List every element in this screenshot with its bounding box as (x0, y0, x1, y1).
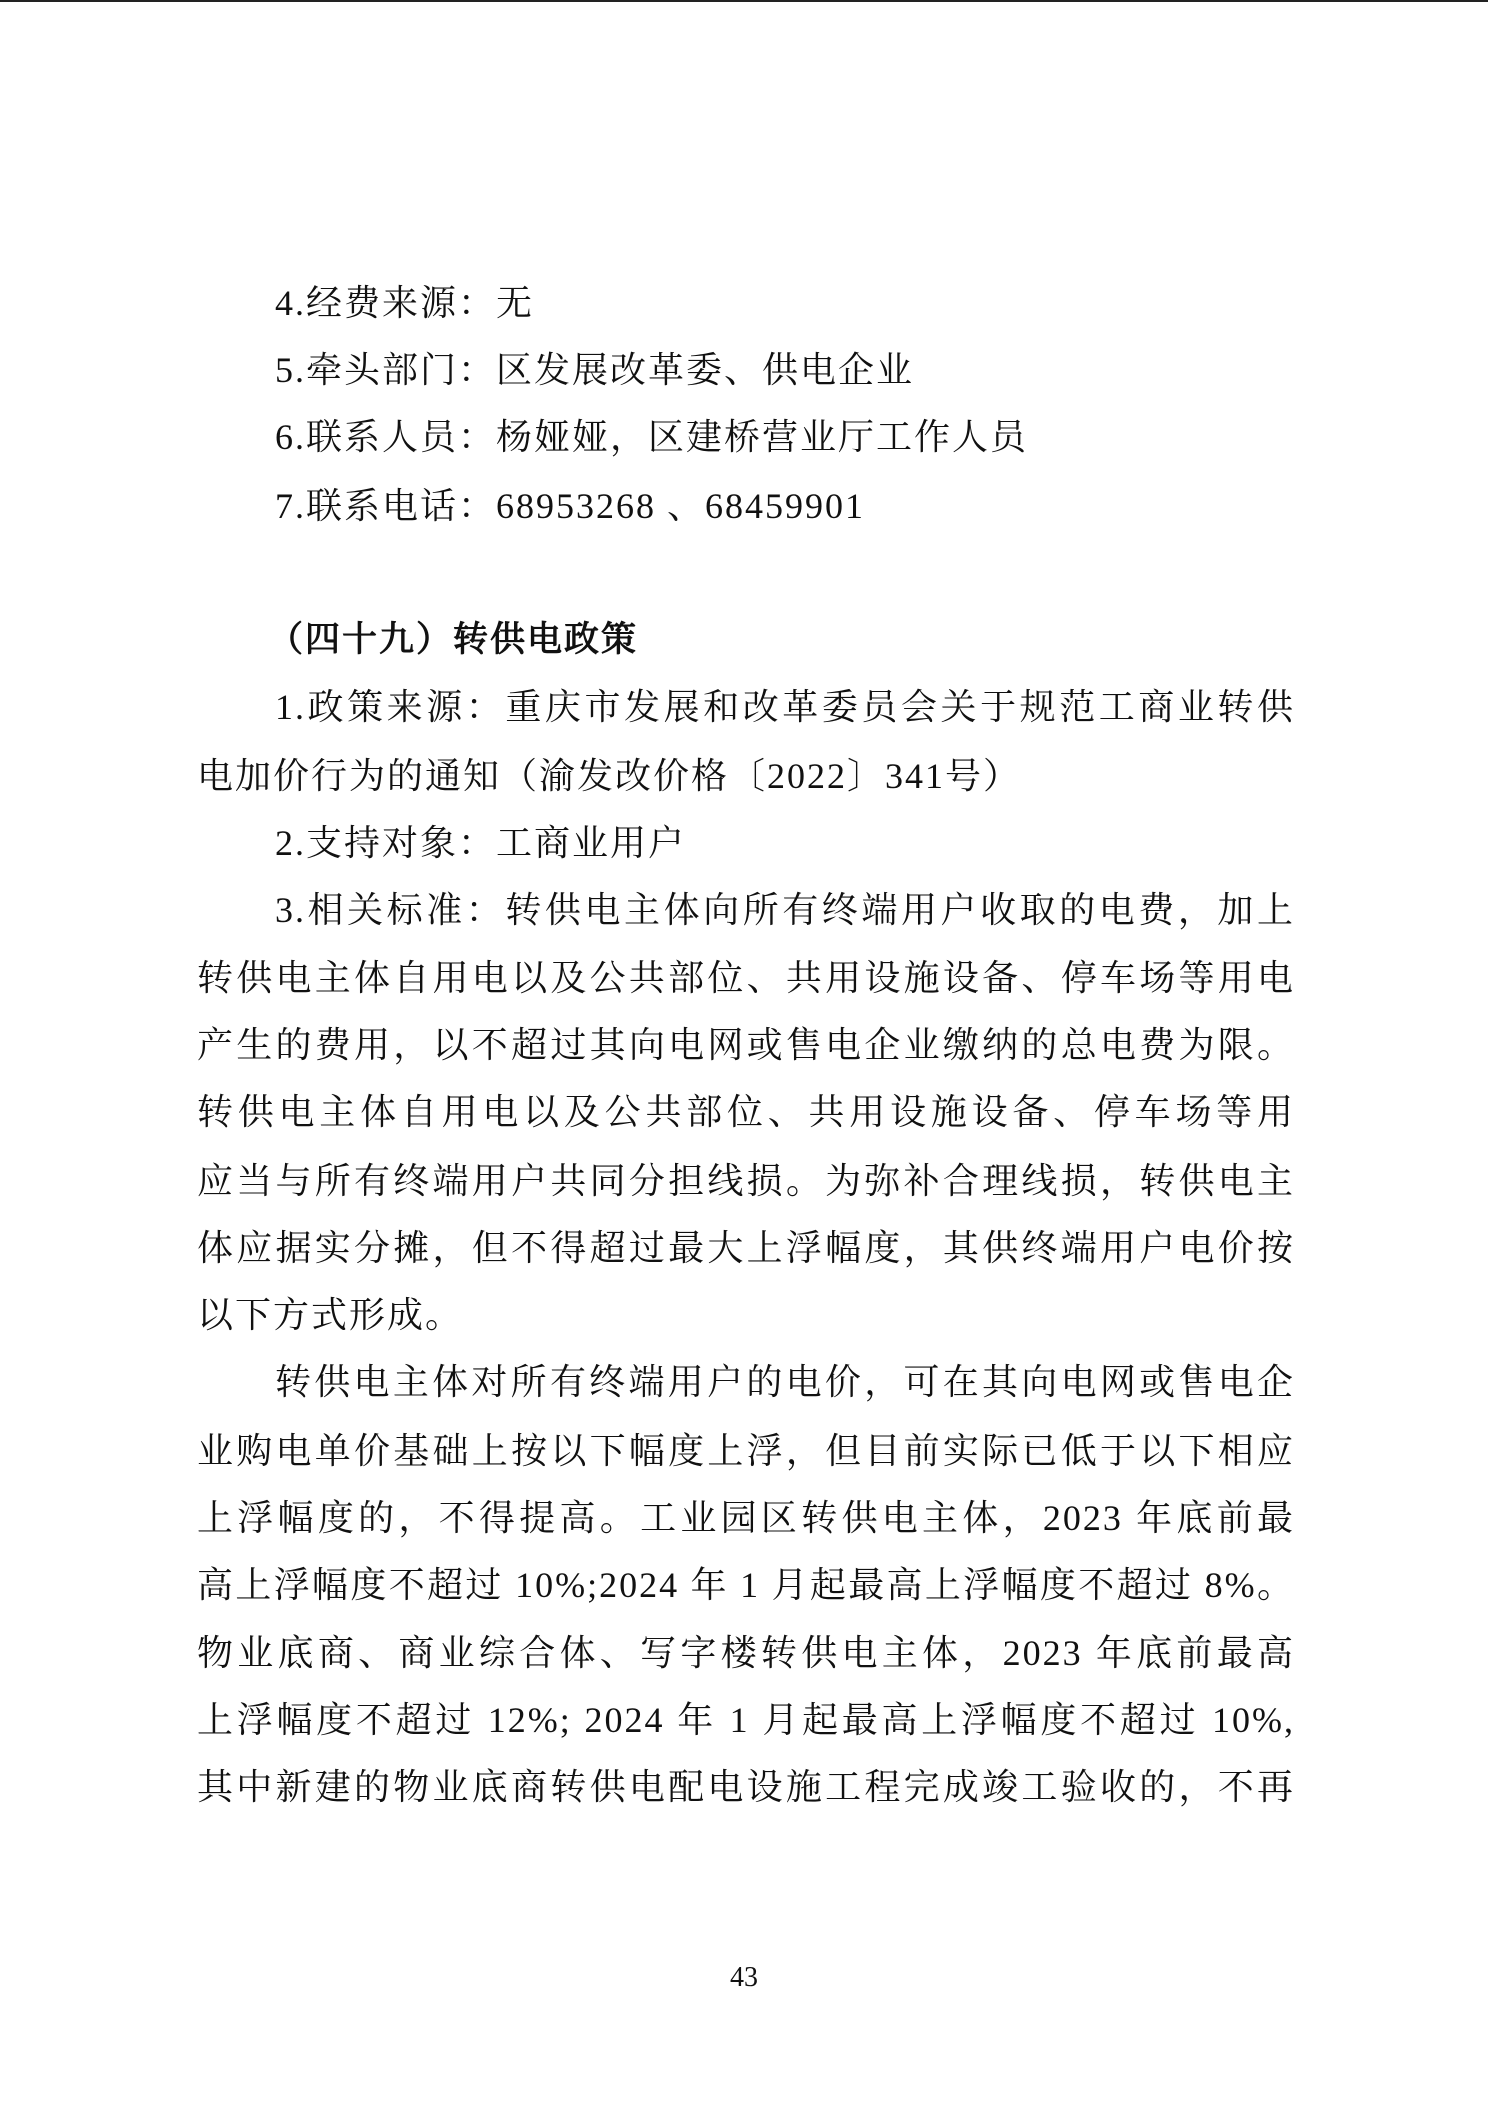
body-line: 上浮幅度不超过 12%; 2024 年 1 月起最高上浮幅度不超过 10%, (197, 1700, 1295, 1740)
body-line: 转供电主体对所有终端用户的电价，可在其向电网或售电企 (275, 1362, 1295, 1402)
page-number: 43 (730, 1962, 758, 1993)
body-line: 以下方式形成。 (197, 1295, 464, 1335)
body-line: 转供电主体自用电以及公共部位、共用设施设备、停车场等用 (197, 1092, 1295, 1132)
body-line: 电加价行为的通知（渝发改价格〔2022〕341号） (197, 756, 1022, 796)
page-top-border (0, 0, 1488, 2)
body-line: 应当与所有终端用户共同分担线损。为弥补合理线损，转供电主 (197, 1161, 1295, 1201)
body-line: 高上浮幅度不超过 10%;2024 年 1 月起最高上浮幅度不超过 8%。 (197, 1565, 1295, 1605)
body-line: 2.支持对象：工商业用户 (275, 823, 687, 863)
body-line: 业购电单价基础上按以下幅度上浮，但目前实际已低于以下相应 (197, 1431, 1295, 1471)
lead-department-line: 5.牵头部门：区发展改革委、供电企业 (275, 350, 915, 390)
body-line: 产生的费用，以不超过其向电网或售电企业缴纳的总电费为限。 (197, 1025, 1295, 1065)
body-line: 上浮幅度的，不得提高。工业园区转供电主体，2023 年底前最 (197, 1498, 1295, 1538)
body-line: 体应据实分摊，但不得超过最大上浮幅度，其供终端用户电价按 (197, 1228, 1295, 1268)
funding-source-line: 4.经费来源：无 (275, 283, 535, 323)
body-line: 3.相关标准：转供电主体向所有终端用户收取的电费，加上 (275, 890, 1295, 930)
body-line: 1.政策来源：重庆市发展和改革委员会关于规范工商业转供 (275, 687, 1295, 727)
body-line: 其中新建的物业底商转供电配电设施工程完成竣工验收的，不再 (197, 1767, 1295, 1807)
section-heading: （四十九）转供电政策 (268, 620, 639, 660)
contact-person-line: 6.联系人员：杨娅娅，区建桥营业厅工作人员 (275, 417, 1029, 457)
body-line: 转供电主体自用电以及公共部位、共用设施设备、停车场等用电 (197, 958, 1295, 998)
body-line: 物业底商、商业综合体、写字楼转供电主体，2023 年底前最高 (197, 1633, 1295, 1673)
contact-phone-line: 7.联系电话：68953268 、68459901 (275, 486, 866, 526)
